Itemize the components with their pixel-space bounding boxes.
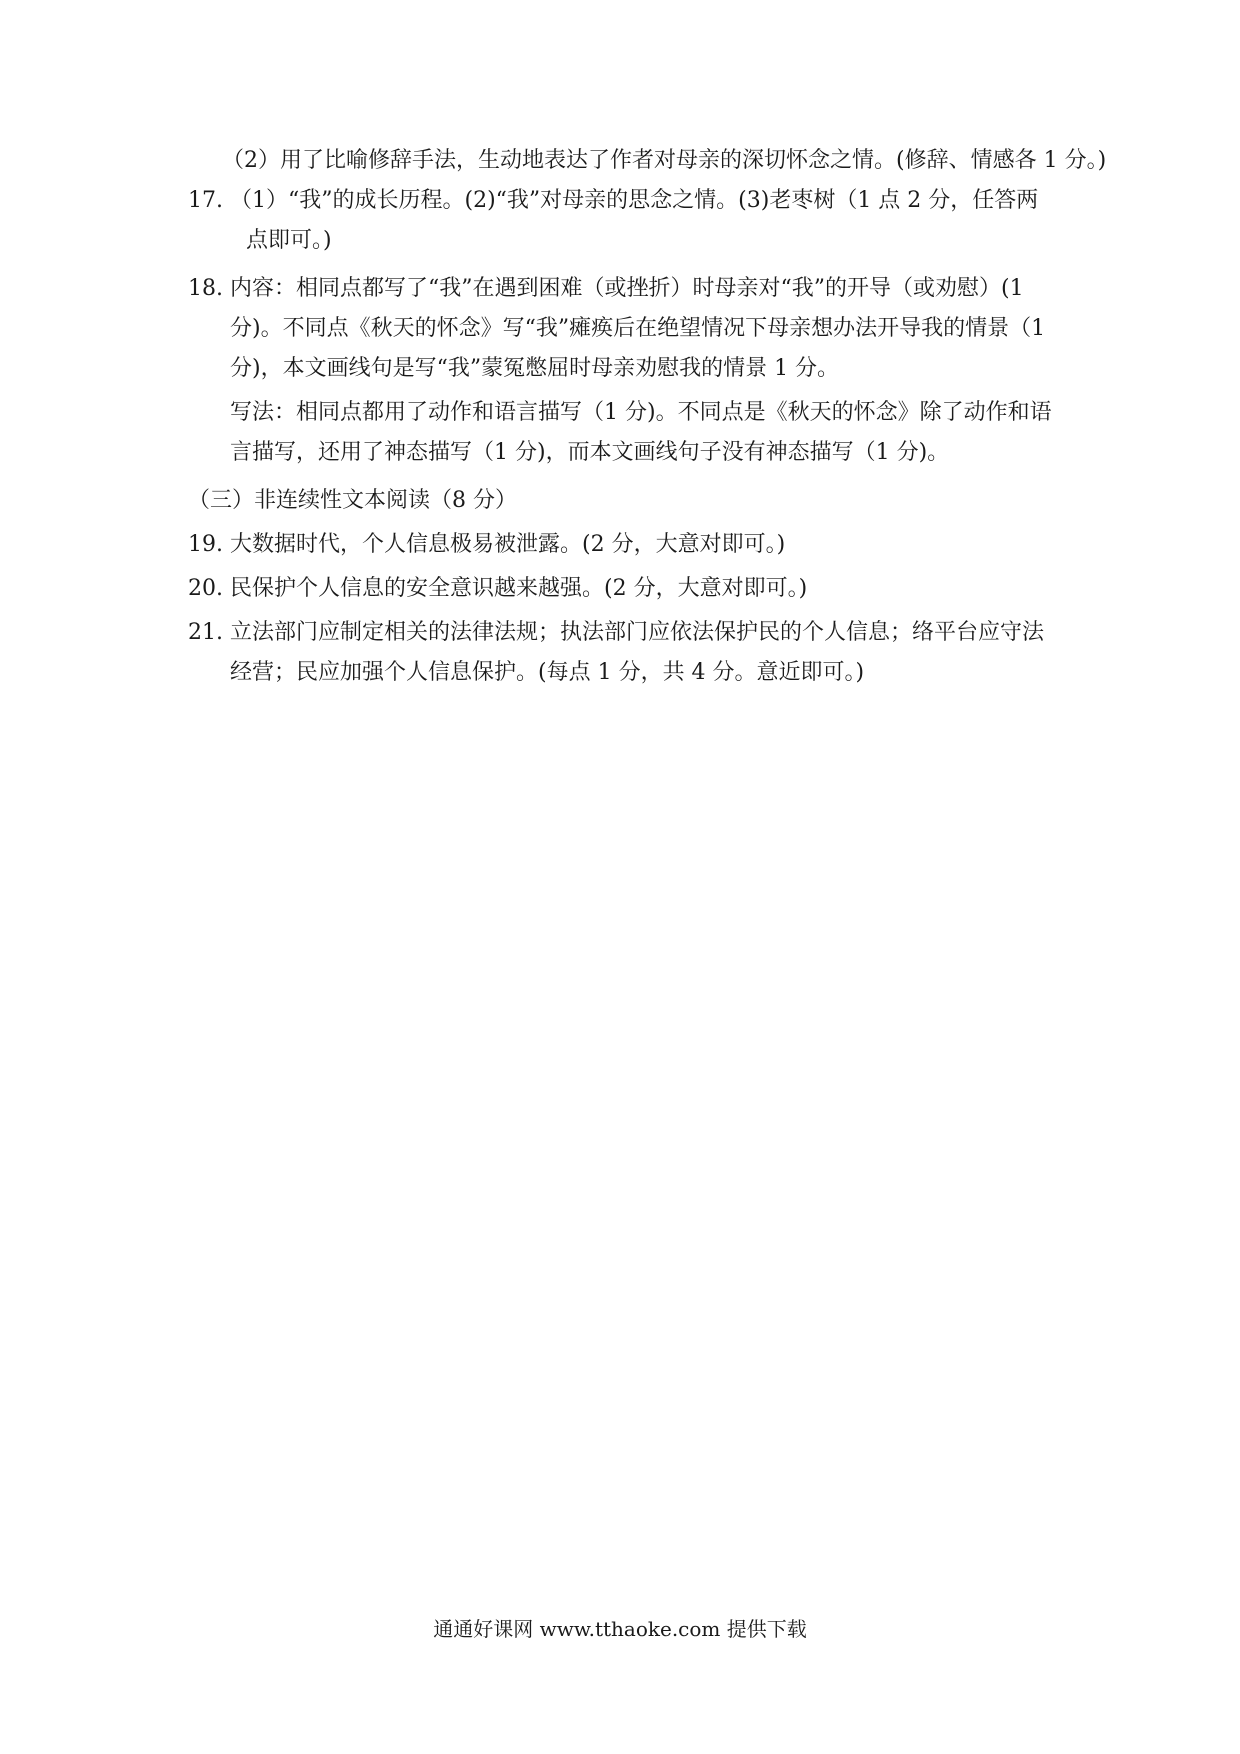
q17-answer-line-2: 点即可。) xyxy=(246,228,332,253)
q18-number: 18. xyxy=(188,276,223,301)
q21-answer-line-2: 经营；民应加强个人信息保护。(每点 1 分，共 4 分。意近即可。) xyxy=(230,660,865,685)
q17-number: 17. xyxy=(188,188,223,213)
section-3-heading: （三）非连续性文本阅读（8 分） xyxy=(188,488,517,513)
q18-answer-line-5: 言描写，还用了神态描写（1 分)，而本文画线句子没有神态描写（1 分)。 xyxy=(230,440,950,465)
q21-number: 21. xyxy=(188,620,223,645)
q18-answer-line-4: 写法：相同点都用了动作和语言描写（1 分)。不同点是《秋天的怀念》除了动作和语 xyxy=(230,400,1052,425)
q20-answer xyxy=(188,574,807,604)
q20-text: 民保护个人信息的安全意识越来越强。(2 分，大意对即可。) xyxy=(230,576,808,601)
q20-number: 20. xyxy=(188,576,223,601)
q18-text-1: 内容：相同点都写了“我”在遇到困难（或挫折）时母亲对“我”的开导（或劝慰）(1 xyxy=(230,276,1024,301)
footer-source-note: 通通好课网 www.tthaoke.com 提供下载 xyxy=(433,1617,807,1641)
q18-answer-line-2: 分)。不同点《秋天的怀念》写“我”瘫痪后在绝望情况下母亲想办法开导我的情景（1 xyxy=(230,316,1046,341)
q21-text-1: 立法部门应制定相关的法律法规；执法部门应依法保护民的个人信息；络平台应守法 xyxy=(230,620,1045,645)
q19-answer xyxy=(188,530,785,560)
q19-number: 19. xyxy=(188,532,223,557)
q18-answer-line-1 xyxy=(188,274,1024,304)
q16-part2-answer: （2）用了比喻修辞手法，生动地表达了作者对母亲的深切怀念之情。(修辞、情感各 1 分。) xyxy=(222,148,1107,173)
q17-text-1: （1）“我”的成长历程。(2)“我”对母亲的思念之情。(3)老枣树（1 点 2 分，任答两 xyxy=(230,188,1039,213)
q19-text: 大数据时代，个人信息极易被泄露。(2 分，大意对即可。) xyxy=(230,532,786,557)
q18-answer-line-3: 分)，本文画线句是写“我”蒙冤憋屈时母亲劝慰我的情景 1 分。 xyxy=(230,356,840,381)
q21-answer-line-1 xyxy=(188,618,1044,648)
q17-answer-line-1 xyxy=(188,186,1038,216)
